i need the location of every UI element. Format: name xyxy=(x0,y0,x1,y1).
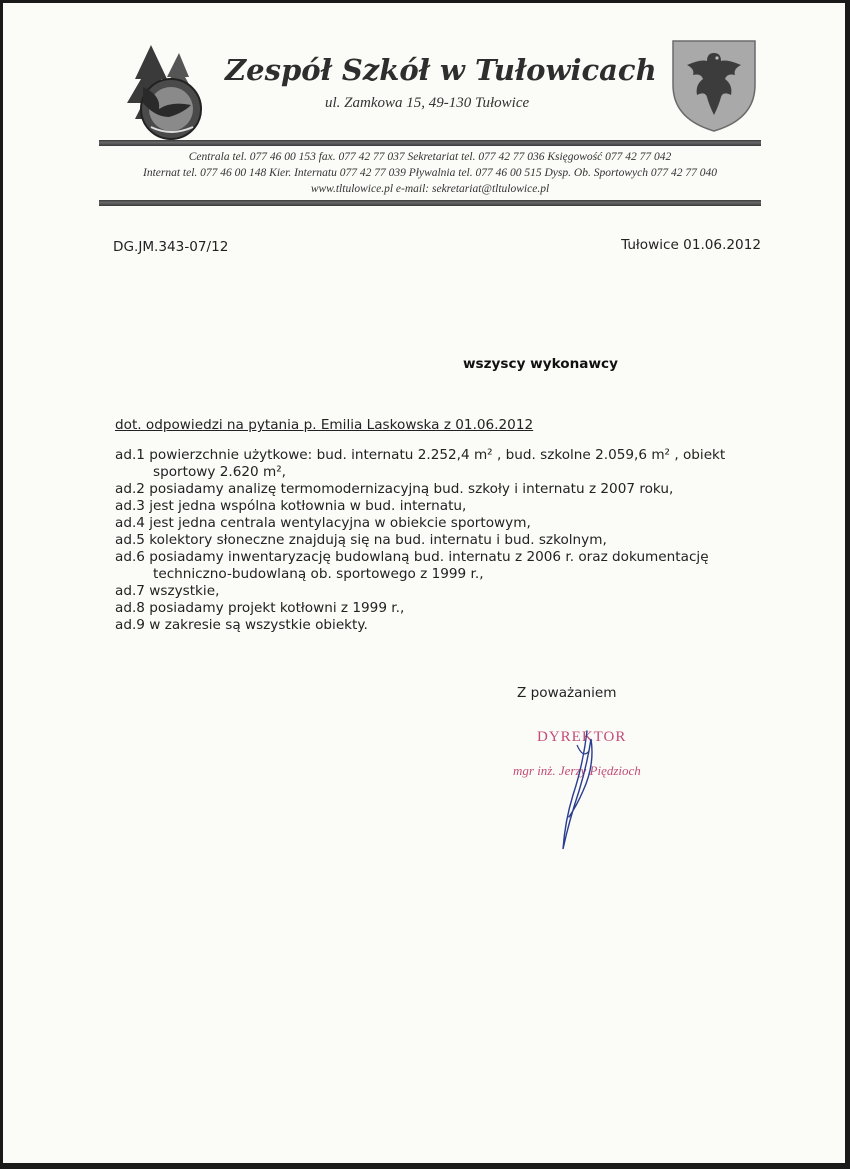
list-item-continuation: techniczno-budowlaną ob. sportowego z 1999 r., xyxy=(153,566,484,582)
school-address: ul. Zamkowa 15, 49-130 Tułowice xyxy=(325,95,530,111)
reference-number: DG.JM.343-07/12 xyxy=(113,239,229,255)
eagle-crest-icon xyxy=(671,39,757,133)
contact-line: Centrala tel. 077 46 00 153 fax. 077 42 77 037 Sekretariat tel. 077 42 77 036 Księgowość 077 42 77 042 xyxy=(188,151,672,163)
list-item-continuation: sportowy 2.620 m², xyxy=(153,464,286,480)
technikum-lesne-logo-icon xyxy=(121,43,213,143)
list-item: ad.4 jest jedna centrala wentylacyjna w obiekcie sportowym, xyxy=(115,515,531,531)
contact-line: www.tltulowice.pl e-mail: sekretariat@tltulowice.pl xyxy=(310,183,550,195)
document-date: Tułowice 01.06.2012 xyxy=(621,237,761,253)
stamp-title: DYREKTOR xyxy=(537,729,627,745)
school-name: Zespół Szkół w Tułowicach xyxy=(225,53,657,87)
list-item: ad.2 posiadamy analizę termomodernizacyjną bud. szkoły i internatu z 2007 roku, xyxy=(115,481,674,497)
handwritten-signature xyxy=(543,725,613,855)
list-item: ad.3 jest jedna wspólna kotłownia w bud. internatu, xyxy=(115,498,467,514)
list-item: ad.9 w zakresie są wszystkie obiekty. xyxy=(115,617,368,633)
stamp-name: mgr inż. Jerzy Piędzioch xyxy=(513,763,641,778)
list-item: ad.1 powierzchnie użytkowe: bud. internatu 2.252,4 m² , bud. szkolne 2.059,6 m² , obiekt xyxy=(115,447,726,463)
list-item: ad.7 wszystkie, xyxy=(115,583,220,599)
recipient: wszyscy wykonawcy xyxy=(463,356,618,372)
list-item: ad.8 posiadamy projekt kotłowni z 1999 r., xyxy=(115,600,405,616)
letter-page xyxy=(3,3,845,1163)
answers-list xyxy=(115,447,815,634)
letterhead-rule-bottom xyxy=(99,200,761,206)
closing-salutation: Z poważaniem xyxy=(517,685,617,701)
subject-line: dot. odpowiedzi na pytania p. Emilia Laskowska z 01.06.2012 xyxy=(115,417,534,433)
list-item: ad.6 posiadamy inwentaryzację budowlaną bud. internatu z 2006 r. oraz dokumentację xyxy=(115,549,709,565)
letterhead-rule-top xyxy=(99,140,761,146)
list-item: ad.5 kolektory słoneczne znajdują się na bud. internatu i bud. szkolnym, xyxy=(115,532,607,548)
contact-line: Internat tel. 077 46 00 148 Kier. Internatu 077 42 77 039 Pływalnia tel. 077 46 00 515 Dysp. Ob. Sportowych 077 42 77 040 xyxy=(142,167,717,179)
